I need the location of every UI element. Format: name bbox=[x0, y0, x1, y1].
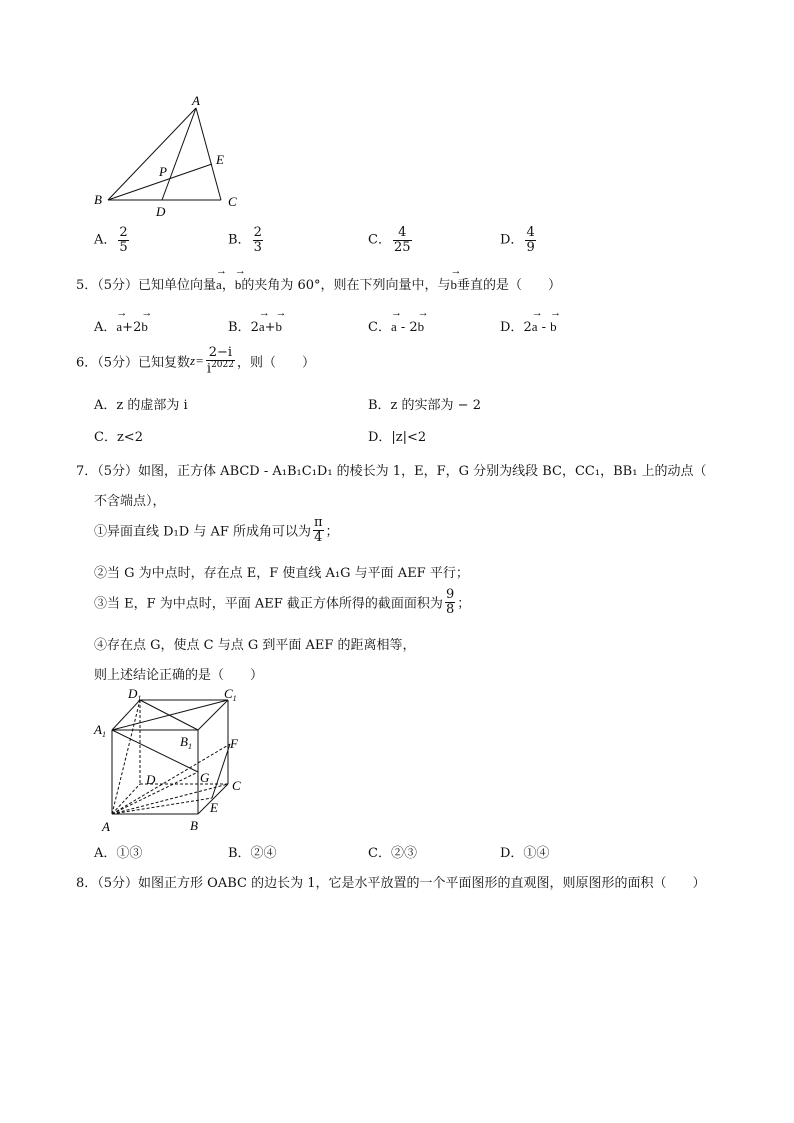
cube-label-C: C bbox=[232, 778, 241, 793]
q7-statement-3: ③当 E，F 为中点时，平面 AEF 截正方体所得的截面面积为 $\frac{9}{8}$ ； bbox=[94, 587, 471, 617]
q5-option-c: C．→ a - 2→ b bbox=[368, 316, 424, 335]
label-P: P bbox=[159, 164, 167, 179]
q4-option-a: A． $\frac{2}{5}$ bbox=[94, 225, 128, 255]
cube-label-E: E bbox=[210, 800, 218, 815]
cube-figure bbox=[90, 686, 250, 836]
q8-stem: 8．（5分）如图正方形 OABC 的边长为 1，它是水平放置的一个平面图形的直观图，则原图形的面积（ ） bbox=[76, 876, 706, 891]
q7-option-c: C．②③ bbox=[368, 846, 417, 861]
q6-option-c: C．z<2 bbox=[94, 430, 143, 445]
label-A: A bbox=[192, 93, 200, 108]
q5-option-a: A．→ a+2→ b bbox=[94, 316, 148, 335]
cube-label-F: F bbox=[230, 736, 238, 751]
triangle-figure bbox=[88, 92, 248, 222]
label-E: E bbox=[216, 152, 224, 167]
q5-stem: 5．（5分）已知单位向量→ a，→ b的夹角为 60°，则在下列向量中，与→ b垂直的是（ ） bbox=[76, 274, 561, 293]
q7-option-b: B．②④ bbox=[228, 846, 277, 861]
q7-option-d: D．①④ bbox=[500, 846, 550, 861]
q6-option-d: D．|z|<2 bbox=[368, 430, 427, 445]
q6-option-b: B．z 的实部为 − 2 bbox=[368, 398, 481, 413]
cube-label-D: D bbox=[146, 772, 156, 787]
q7-stem-line1: 7．（5分）如图，正方体 ABCD - A₁B₁C₁D₁ 的棱长为 1，E，F，G 分别为线段 BC，CC₁，BB₁ 上的动点（ bbox=[76, 464, 707, 479]
cube-label-D1: $D_1$ bbox=[128, 686, 142, 703]
cube-label-A: A bbox=[102, 819, 110, 834]
label-B: B bbox=[94, 192, 102, 207]
cube-label-B: B bbox=[190, 818, 198, 833]
q7-question: 则上述结论正确的是（ ） bbox=[94, 668, 264, 683]
cube-label-A1: $A_1$ bbox=[94, 722, 106, 739]
cube-label-B1: $B_1$ bbox=[180, 734, 192, 751]
q7-stem-line2: 不含端点）， bbox=[94, 494, 166, 509]
q4-option-b: B． $\frac{2}{3}$ bbox=[228, 225, 262, 255]
q7-statement-1: ①异面直线 D₁D 与 AF 所成角可以为 $\frac{\pi}{4}$ ； bbox=[94, 515, 339, 545]
cube-label-C1: $C_1$ bbox=[224, 686, 237, 703]
label-C: C bbox=[228, 194, 237, 209]
q7-statement-2: ②当 G 为中点时，存在点 E，F 使直线 A₁G 与平面 AEF 平行； bbox=[94, 566, 469, 581]
q7-option-a: A．①③ bbox=[94, 846, 143, 861]
q5-option-d: D．2→ a - → b bbox=[500, 316, 557, 335]
q5-option-b: B．2→ a+→ b bbox=[228, 316, 282, 335]
cube-label-G: G bbox=[200, 770, 210, 785]
q6-stem: 6．（5分）已知复数z= $\frac{2-i}{i^{2022}}$ ，则（ ） bbox=[76, 345, 315, 376]
q4-option-d: D． $\frac{4}{9}$ bbox=[500, 225, 535, 255]
q7-statement-4: ④存在点 G，使点 C 与点 G 到平面 AEF 的距离相等， bbox=[94, 638, 416, 653]
q4-option-c: C． $\frac{4}{25}$ bbox=[368, 225, 411, 255]
label-D: D bbox=[156, 204, 166, 219]
q6-option-a: A．z 的虚部为 i bbox=[94, 398, 188, 413]
